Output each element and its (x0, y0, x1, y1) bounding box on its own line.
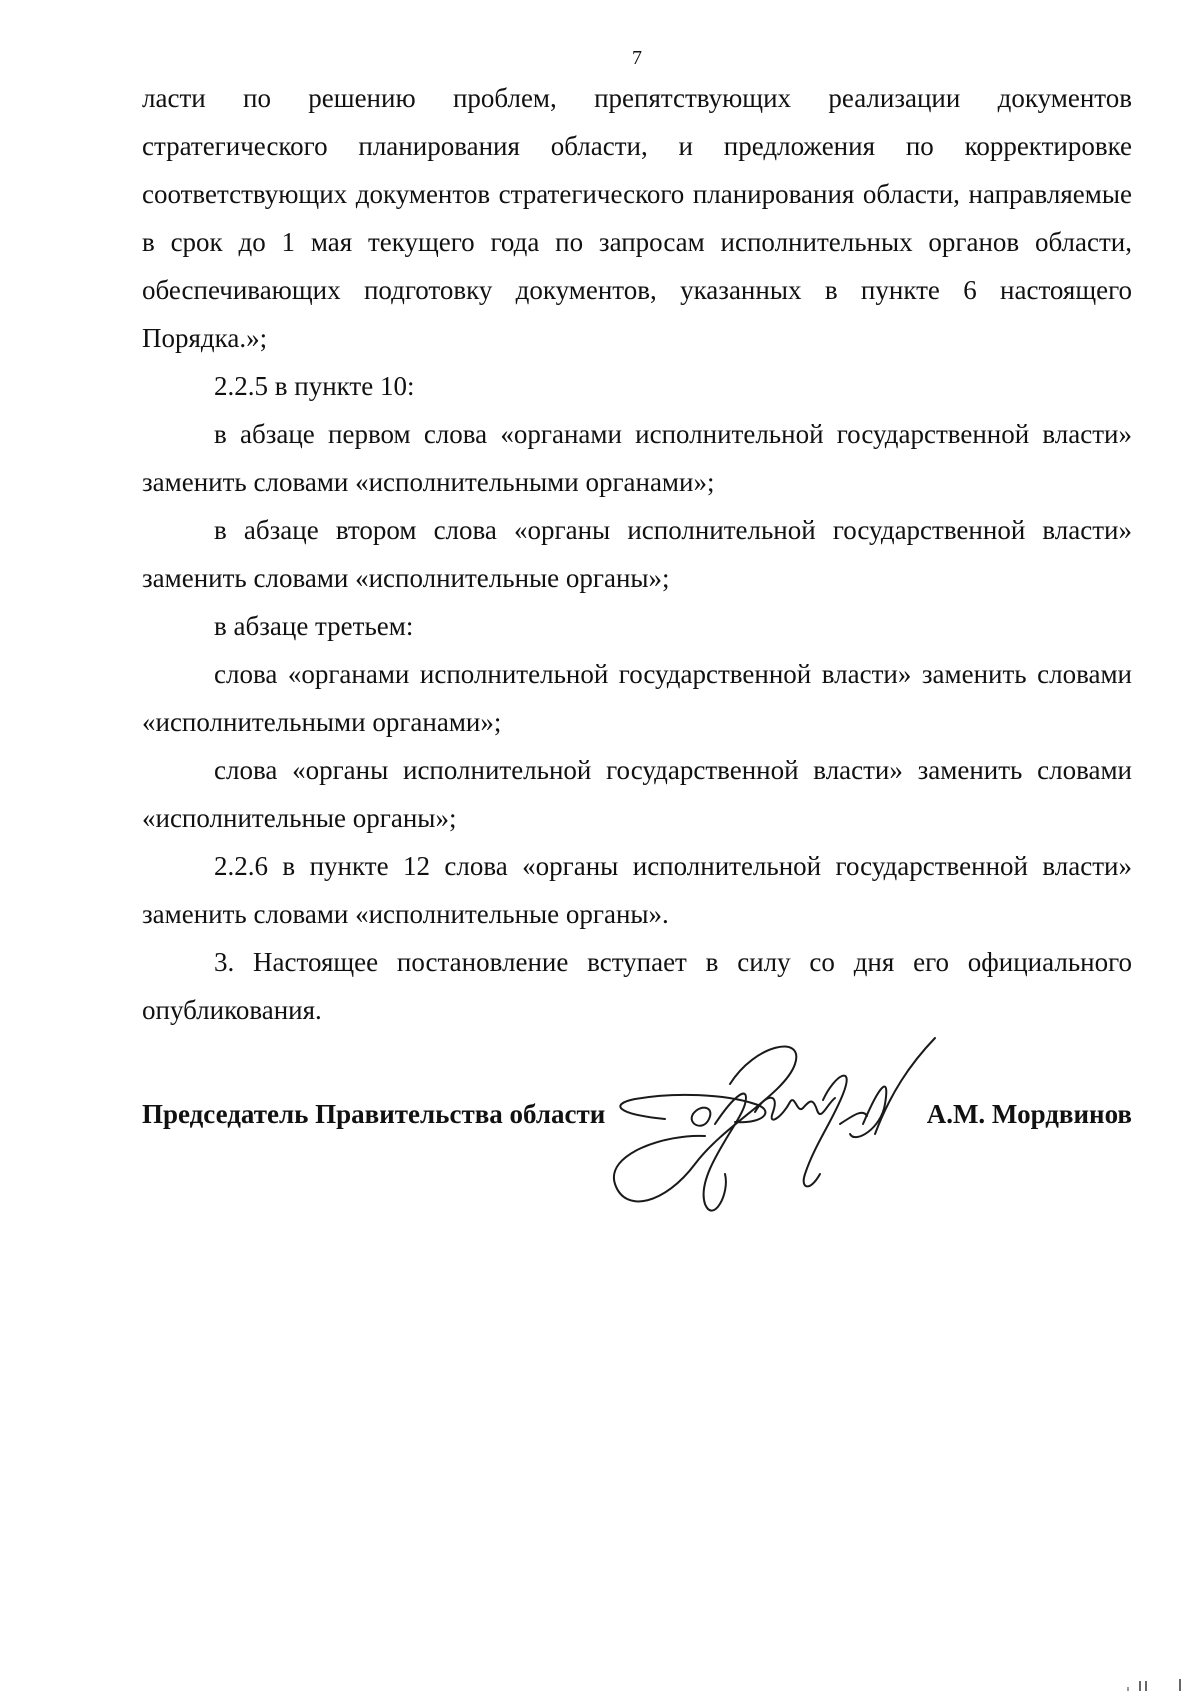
paragraph-third-abzac-heading: в абзаце третьем: (214, 611, 414, 641)
paragraph-item-3-effective-date: 3. Настоящее постановление вступает в силу со дня его официального опубликования. (142, 947, 1132, 1025)
signature-block (142, 1094, 1132, 1134)
scan-edge-marks (1076, 1677, 1186, 1691)
document-body (142, 74, 1132, 1034)
page-number: 7 (632, 47, 642, 69)
paragraph-item-2-2-6: 2.2.6 в пункте 12 слова «органы исполнительной государственной власти» заменить словами «исполнительные органы». (142, 851, 1132, 929)
paragraph-continuation: ласти по решению проблем, препятствующих реализации документов стратегического планирования области, и предложения по корректировке соответствующих документов стратегического планирования области, направляемые в срок до 1 мая текущего года по запросам исполнительных органов области, обеспечивающих подготовку документов, указанных в пункте 6 настоящего Порядка.»; (142, 83, 1132, 353)
signatory-name: А.М. Мордвинов (926, 1099, 1132, 1129)
paragraph-second-abzac: в абзаце втором слова «органы исполнительной государственной власти» заменить словами «исполнительные органы»; (142, 515, 1132, 593)
paragraph-first-abzac: в абзаце первом слова «органами исполнительной государственной власти» заменить словами «исполнительными органами»; (142, 419, 1132, 497)
paragraph-third-abzac-replace-2: слова «органы исполнительной государственной власти» заменить словами «исполнительные органы»; (142, 755, 1132, 833)
signatory-title: Председатель Правительства области (142, 1099, 606, 1129)
paragraph-item-2-2-5: 2.2.5 в пункте 10: (214, 371, 415, 401)
paragraph-third-abzac-replace-1: слова «органами исполнительной государственной власти» заменить словами «исполнительными органами»; (142, 659, 1132, 737)
